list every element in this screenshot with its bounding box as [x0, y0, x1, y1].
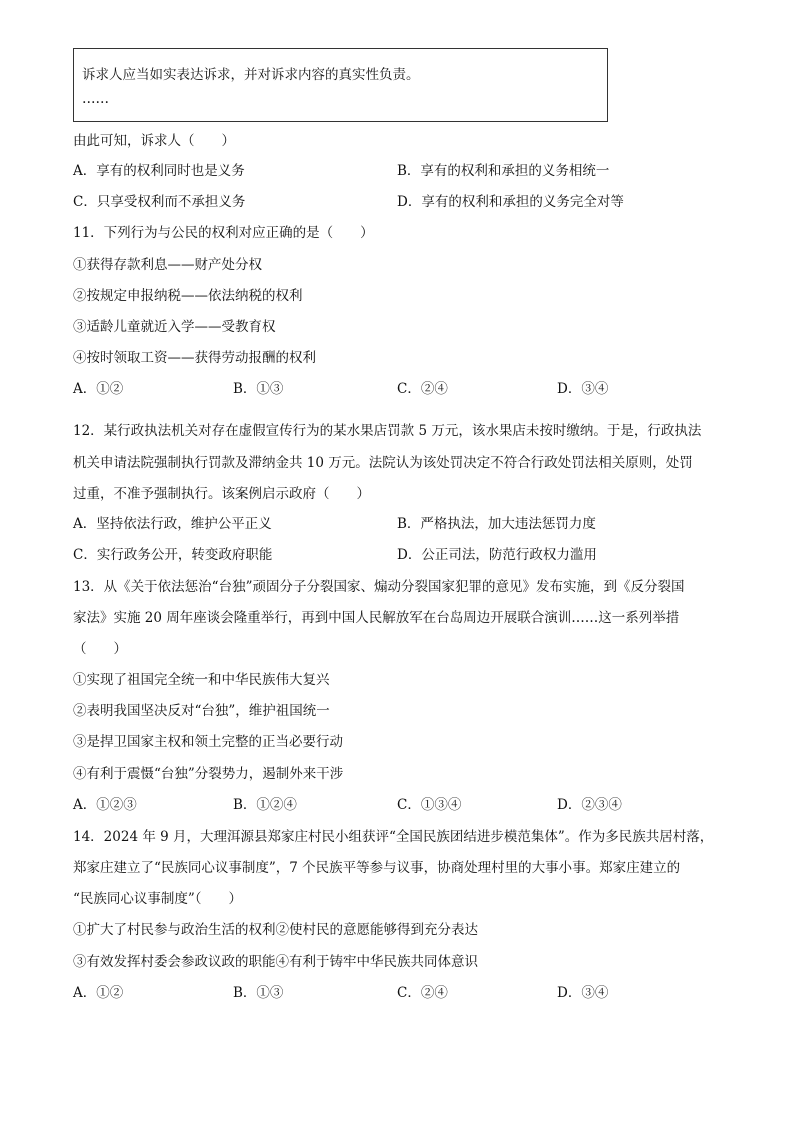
q14-item-row-2: ③有效发挥村委会参政议政的职能④有利于铸牢中华民族共同体意识: [73, 954, 478, 970]
quote-box: [73, 48, 608, 122]
q11-item-1: ①获得存款利息——财产处分权: [73, 257, 262, 273]
q12-option-c: C．实行政务公开，转变政府职能: [73, 547, 273, 563]
q12-option-a: A．坚持依法行政，维护公平正义: [73, 516, 272, 532]
q13-stem-line-2: 家法》实施 20 周年座谈会隆重举行，再到中国人民解放军在台岛周边开展联合演训……这一系列举措: [73, 610, 680, 626]
q13-item-1: ①实现了祖国完全统一和中华民族伟大复兴: [73, 672, 330, 688]
q11-option-c: C．②④: [397, 381, 448, 397]
q12-option-b: B．严格执法，加大违法惩罚力度: [397, 516, 596, 532]
q12-stem-line-2: 机关申请法院强制执行罚款及滞纳金共 10 万元。法院认为该处罚决定不符合行政处罚法相关原则，处罚: [73, 455, 693, 471]
q14-option-d: D．③④: [557, 985, 609, 1001]
q11-stem: 11．下列行为与公民的权利对应正确的是（ ）: [73, 225, 374, 241]
q12-option-d: D．公正司法，防范行政权力滥用: [397, 547, 597, 563]
q12-stem-line-1: 12．某行政执法机关对存在虚假宣传行为的某水果店罚款 5 万元，该水果店未按时缴纳。于是，行政执法: [73, 423, 702, 439]
q13-option-d: D．②③④: [557, 797, 622, 813]
q11-item-3: ③适龄儿童就近入学——受教育权: [73, 319, 276, 335]
quote-line-1: 诉求人应当如实表达诉求，并对诉求内容的真实性负责。: [82, 67, 420, 83]
q10-option-a: A．享有的权利同时也是义务: [73, 163, 245, 179]
q14-item-row-1: ①扩大了村民参与政治生活的权利②使村民的意愿能够得到充分表达: [73, 922, 478, 938]
q13-stem-line-1: 13．从《关于依法惩治“台独”顽固分子分裂国家、煽动分裂国家犯罪的意见》发布实施，到《反分裂国: [73, 579, 685, 595]
q11-option-b: B．①③: [233, 381, 284, 397]
q14-stem-line-2: 郑家庄建立了“民族同心议事制度”，7 个民族平等参与议事，协商处理村里的大事小事。郑家庄建立的: [73, 860, 681, 876]
q11-option-a: A．①②: [73, 381, 124, 397]
q13-option-c: C．①③④: [397, 797, 462, 813]
q14-stem-line-3: “民族同心议事制度”（ ）: [73, 891, 243, 907]
q10-stem: 由此可知，诉求人（ ）: [73, 133, 235, 149]
q11-option-d: D．③④: [557, 381, 609, 397]
quote-ellipsis: ……: [82, 91, 109, 107]
q13-item-2: ②表明我国坚决反对“台独”，维护祖国统一: [73, 703, 330, 719]
q10-option-c: C．只享受权利而不承担义务: [73, 194, 246, 210]
q11-item-4: ④按时领取工资——获得劳动报酬的权利: [73, 350, 316, 366]
q10-option-d: D．享有的权利和承担的义务完全对等: [397, 194, 624, 210]
q13-stem-line-3: （ ）: [73, 641, 127, 657]
q13-option-a: A．①②③: [73, 797, 137, 813]
q13-item-4: ④有利于震慑“台独”分裂势力，遏制外来干涉: [73, 766, 344, 782]
q11-item-2: ②按规定申报纳税——依法纳税的权利: [73, 288, 303, 304]
q10-option-b: B．享有的权利和承担的义务相统一: [397, 163, 610, 179]
q14-option-b: B．①③: [233, 985, 284, 1001]
q14-option-a: A．①②: [73, 985, 124, 1001]
q13-option-b: B．①②④: [233, 797, 297, 813]
q13-item-3: ③是捍卫国家主权和领土完整的正当必要行动: [73, 734, 343, 750]
q12-stem-line-3: 过重，不准予强制执行。该案例启示政府（ ）: [73, 486, 370, 502]
q14-option-c: C．②④: [397, 985, 448, 1001]
q14-stem-line-1: 14．2024 年 9 月，大理洱源县郑家庄村民小组获评“全国民族团结进步模范集体”。作为多民族共居村落，: [73, 829, 714, 845]
